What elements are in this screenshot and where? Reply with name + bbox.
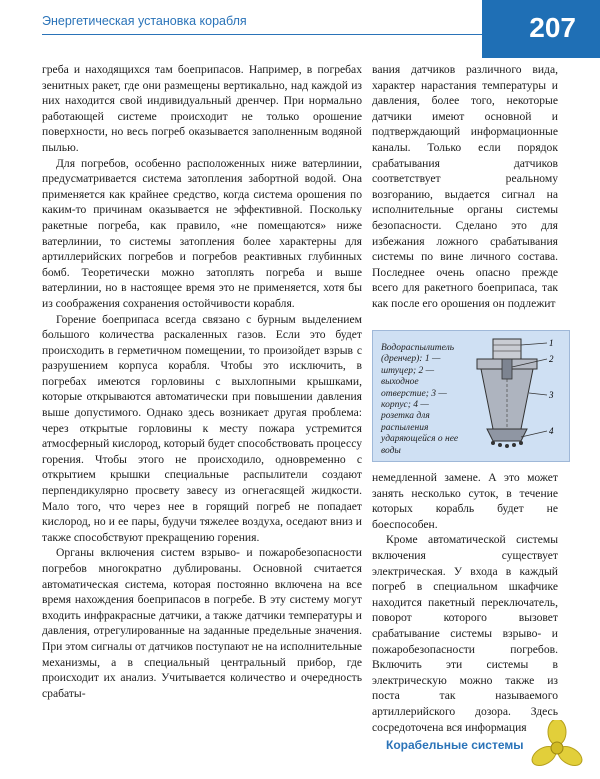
paragraph: греба и находящихся там боеприпасов. Например, в погребах зенитных ракет, где они размещены вертикально, над каждой из них находится свой индивидуальный дренчер. При нормально работающей системе происходит не только орошение поверхности, но весь погреб оказывается заполненным водяной пылью. <box>42 63 362 154</box>
paragraph: Горение боеприпаса всегда связано с бурным выделением большого количества раскаленных газов. Если это будет происходить в герметичном помещении, то произойдет взрыв с разрушением корпуса корабля. Чтобы это исключить, в погребах имеются горловины с выхлопными крышками, которые открываются автоматически при повышении давления выше допустимого. Однако здесь возникает другая проблема: через открытые горловины к месту пожара устремится атмосферный кислород, который будет способствовать процессу горения. Чтобы этого не происходило, одновременно с открытием крышки специальные распылители создают перпендикулярно просвету завесу из огнегасящей жидкости. Мало того, что через нее в горящий погреб не попадает кислород, но и ее пары, будучи тяжелее воздуха, оседают вниз и также способствуют прекращению горения. <box>42 312 362 544</box>
paragraph: Органы включения систем взрыво- и пожаробезопасности погребов многократно дублированы. Основной считается автоматическая система, которая постоянно включена на все время нахождения боеприпасов в погребе. В эту систему могут входить инфракрасные датчики, а также датчики температуры и давления, отрегулированные на заданные предельные значения. При этом сигналы от датчиков поступают не на исполнительные механизмы, а в специальный центральный прибор, где происходит их анализ. Учитывается количество и очередность срабаты- <box>42 546 362 700</box>
paragraph: Для погребов, особенно расположенных ниже ватерлинии, предусматривается система затопления забортной водой. Она применяется как крайнее средство, когда система орошения по каким-то причинам оказывается не эффективной. Поскольку ракетные погреба, как правило, «не помещаются» ниже ватерлинии, то системы затопления более характерны для артиллерийских погребов и погребов реактивных глубинных бомб. Теоретически можно затоплять погреба и выше ватерлинии, но в настоящее время это не применяется, хотя бы из соображения сохранения остойчивости корабля. <box>42 156 362 310</box>
paragraph: немедленной замене. А это может занять несколько суток, в течение которых корабль будет не боеспособен. <box>372 471 558 531</box>
label-4: 4 <box>549 426 554 436</box>
footer-section-label: Корабельные системы <box>386 738 524 752</box>
label-3: 3 <box>549 390 554 400</box>
text-column-right-bottom <box>372 470 558 735</box>
outlet-shape <box>502 359 512 379</box>
propeller-icon <box>530 720 584 774</box>
text-column-left <box>42 62 362 701</box>
text-column-right-top <box>372 62 558 312</box>
figure-caption: Водораспылитель (дренчер): 1 — штуцер; 2 — выходное отверстие; 3 — корпус; 4 — розетка для распыления ударяющейся о нее воды <box>381 343 459 456</box>
header-rule <box>42 34 482 35</box>
figure-sprinkler <box>372 330 570 462</box>
paragraph: Кроме автоматической системы включения существует электрическая. У входа в каждый погреб в специальном шкафчике находится пакетный переключатель, поворот которого вызовет срабатывание системы взрыво- и пожаробезопасности погребов. Включить эти системы в электрическую можно также из поста так называемого артиллерийского дозора. Здесь сосредоточена вся информация <box>372 533 558 734</box>
label-1: 1 <box>549 338 554 348</box>
fitting-shape <box>493 339 521 359</box>
label-2: 2 <box>549 354 554 364</box>
page-number: 207 <box>529 12 576 43</box>
sprinkler-diagram <box>459 337 565 455</box>
running-header: Энергетическая установка корабля <box>42 14 247 28</box>
rosette-shape <box>487 429 527 441</box>
paragraph: вания датчиков различного вида, характер нарастания температуры и давления, более того, некоторые датчики имеют основной и подтверждающий информационные каналы. Только если порядок срабатывания датчиков соответствует реальному возгоранию, выдается сигнал на исполнительные органы системы безопасности. Сделано это для избежания ложного срабатывания системы по вине личного состава. Последнее очень опасно прежде всего для ракетного боеприпаса, так как после его орошения он подлежит <box>372 63 558 310</box>
page-number-box <box>482 0 600 58</box>
